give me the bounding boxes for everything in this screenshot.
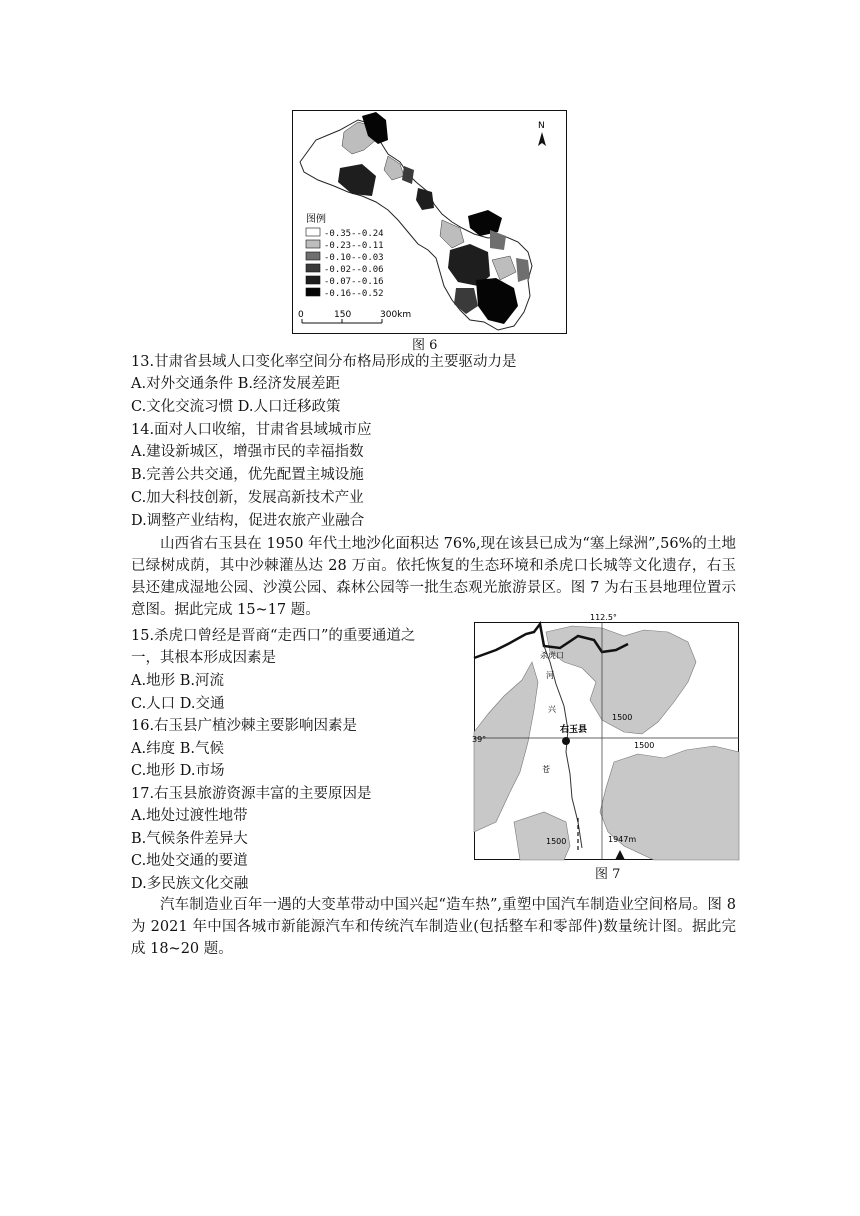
q15-options-ab: A.地形 B.河流 [131, 673, 224, 689]
svg-text:N: N [538, 121, 545, 131]
gansu-population-change-map [292, 110, 567, 334]
svg-text:1500: 1500 [612, 713, 633, 722]
legend-label: -0.10--0.03 [324, 253, 384, 263]
q14-option-b: B.完善公共交通，优先配置主城设施 [131, 467, 364, 483]
svg-text:1500: 1500 [546, 837, 567, 846]
svg-text:300km: 300km [380, 310, 412, 320]
q14-option-d: D.调整产业结构，促进农旅产业融合 [131, 513, 365, 529]
svg-text:苍: 苍 [542, 765, 550, 774]
shahukou-label: 杀虎口 [540, 651, 564, 660]
legend-swatch [306, 240, 320, 248]
q17-option-a: A.地处过渡性地带 [131, 808, 248, 824]
q16-options-cd: C.地形 D.市场 [131, 763, 225, 779]
q16-options-ab: A.纬度 B.气候 [131, 741, 224, 757]
q14-stem: 14.面对人口收缩，甘肃省县域城市应 [131, 422, 372, 438]
q15-stem-line1: 15.杀虎口曾经是晋商“走西口”的重要通道之 [131, 628, 416, 644]
peak-elevation: 1947m [608, 835, 637, 844]
youyu-county-dot [562, 737, 570, 745]
q17-stem: 17.右玉县旅游资源丰富的主要原因是 [131, 786, 372, 802]
legend-label: -0.23--0.11 [324, 241, 384, 251]
q13-options-cd: C.文化交流习惯 D.人口迁移政策 [131, 399, 341, 415]
svg-text:1500: 1500 [634, 741, 655, 750]
legend-swatch [306, 288, 320, 296]
legend-title: 图例 [306, 214, 326, 225]
q13-options-ab: A.对外交通条件 B.经济发展差距 [131, 376, 340, 392]
passage-youyu: 山西省右玉县在 1950 年代土地沙化面积达 76%,现在该县已成为“塞上绿洲”,56%的土地已绿树成荫，其中沙棘灌丛达 28 万亩。依托恢复的生态环境和杀虎口长城等文化遗存，右玉县还建成湿地公园、沙漠公园、森林公园等一批生态观光旅游景区。图 7 为右玉县地理位置示意图。据此完成 15~17 题。 [131, 536, 736, 618]
youyu-county-label: 右玉县 [560, 725, 588, 735]
svg-text:112.5°: 112.5° [590, 613, 617, 622]
q14-option-a: A.建设新城区，增强市民的幸福指数 [131, 444, 364, 460]
svg-text:150: 150 [334, 310, 352, 320]
q17-option-b: B.气候条件差异大 [131, 831, 248, 847]
youyu-location-map [472, 613, 739, 860]
q15-options-cd: C.人口 D.交通 [131, 696, 225, 712]
legend-label: -0.35--0.24 [324, 229, 384, 239]
svg-text:0: 0 [298, 310, 304, 320]
legend-label: -0.16--0.52 [324, 289, 384, 299]
svg-text:河: 河 [546, 671, 554, 680]
legend-label: -0.02--0.06 [324, 265, 384, 275]
figure-7-caption: 图 7 [595, 867, 621, 882]
svg-text:兴: 兴 [548, 705, 556, 714]
passage-auto-industry: 汽车制造业百年一遇的大变革带动中国兴起“造车热”,重塑中国汽车制造业空间格局。图 8 为 2021 年中国各城市新能源汽车和传统汽车制造业(包括整车和零部件)数量统计图。据此完成 18~20 题。 [131, 897, 736, 957]
q14-option-c: C.加大科技创新，发展高新技术产业 [131, 490, 364, 506]
figure-6-caption: 图 6 [412, 338, 438, 353]
q17-option-c: C.地处交通的要道 [131, 853, 248, 869]
legend-swatch [306, 228, 320, 236]
q17-option-d: D.多民族文化交融 [131, 876, 249, 892]
legend-swatch [306, 276, 320, 284]
legend-label: -0.07--0.16 [324, 277, 384, 287]
q15-stem-line2: 一，其根本形成因素是 [131, 650, 276, 666]
legend-swatch [306, 264, 320, 272]
q13-stem: 13.甘肃省县域人口变化率空间分布格局形成的主要驱动力是 [131, 354, 517, 370]
q16-stem: 16.右玉县广植沙棘主要影响因素是 [131, 718, 358, 734]
svg-text:39°: 39° [472, 735, 487, 744]
legend-swatch [306, 252, 320, 260]
